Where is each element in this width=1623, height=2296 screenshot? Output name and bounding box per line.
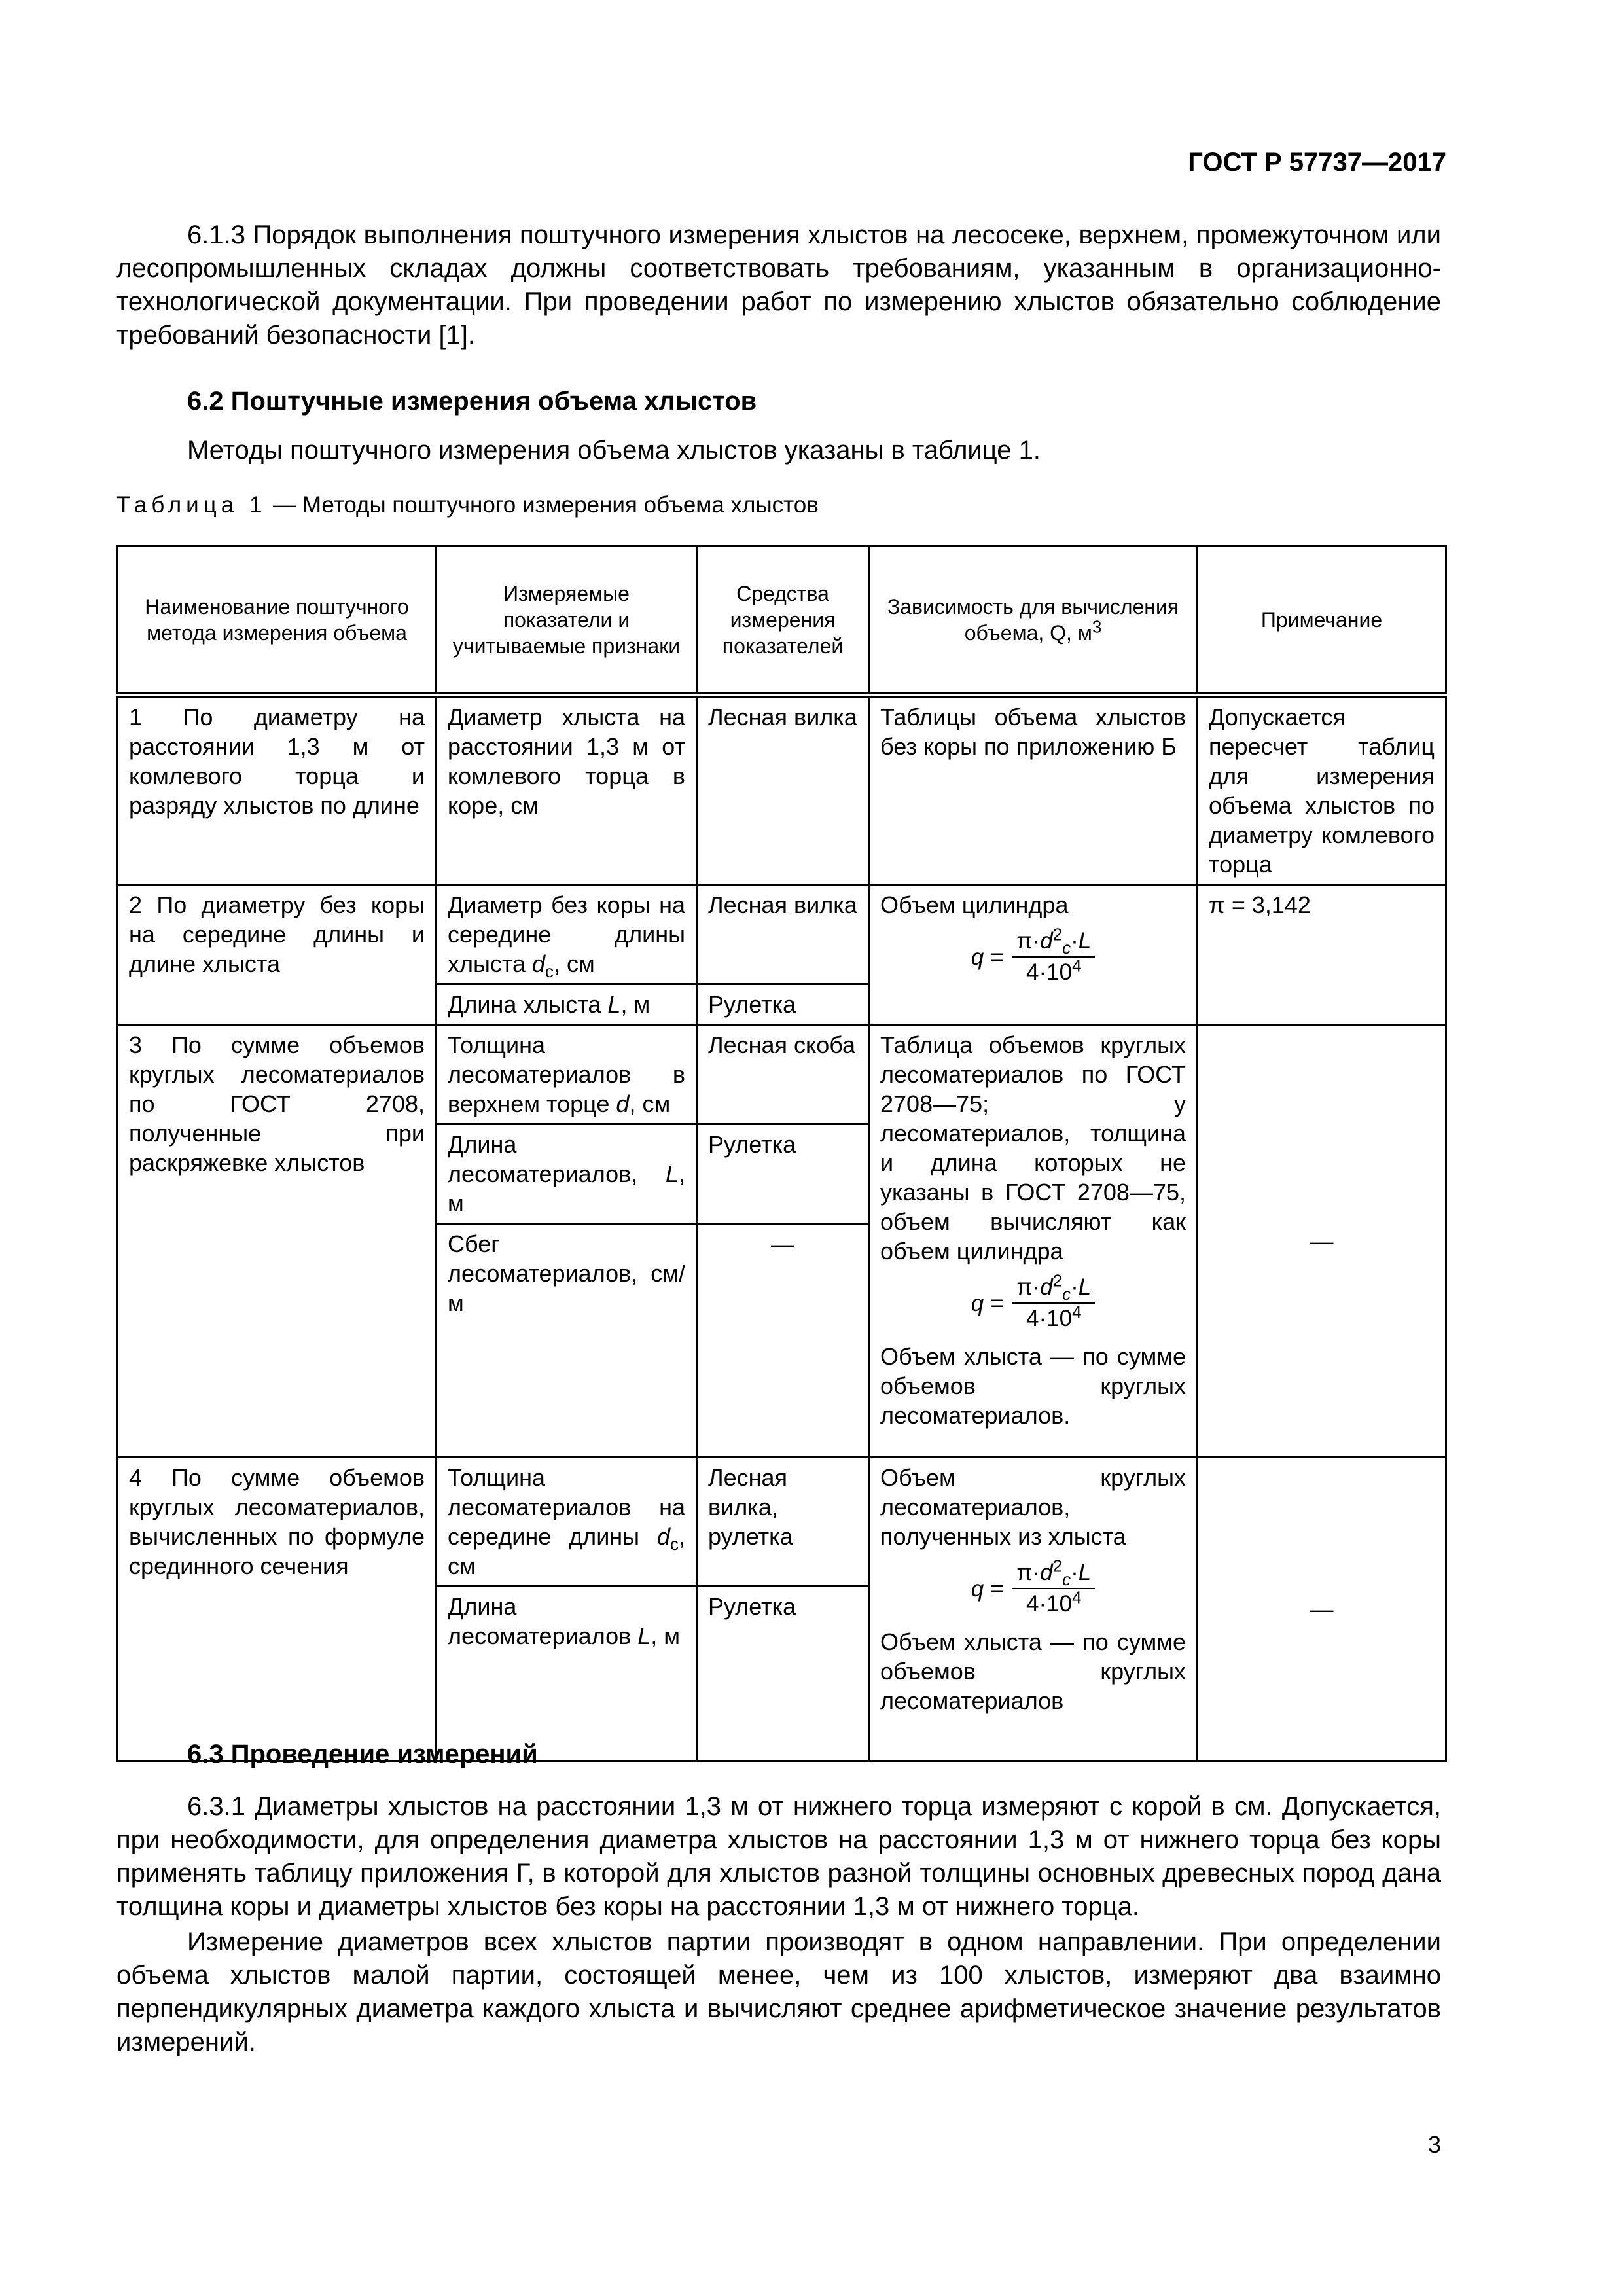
row4-note: — xyxy=(1198,1458,1446,1761)
row2-note: π = 3,142 xyxy=(1198,885,1446,1025)
row3-tool-b: Рулетка xyxy=(697,1124,869,1224)
row2-measured-a: Диаметр без коры на середине длины хлыста $d_c$, см xyxy=(437,885,697,984)
caption-label: Таблица 1 xyxy=(116,492,267,518)
volume-formula: q = $\frac{\pi\cdot d^2_c\cdot L}{4\cdot 10^4}$ xyxy=(880,927,1186,986)
paragraph-6-1-3: 6.1.3 Порядок выполнения поштучного измерения хлыстов на лесосеке, верхнем, промежуточном или лесопромышленных складах должны соответствовать требованиям, указанным в организационно-технологической документации. При проведении работ по измерению хлыстов обязательно соблюдение требований безопасности [1]. xyxy=(116,221,1441,350)
row1-measured: Диаметр хлыста на расстоянии 1,3 м от комлевого торца в коре, см xyxy=(437,695,697,885)
row3-method: 3 По сумме объемов круглых лесоматериалов по ГОСТ 2708, полученные при раскряжевке хлыстов xyxy=(118,1025,437,1458)
row3-tool-a: Лесная скоба xyxy=(697,1025,869,1124)
table-row xyxy=(118,695,1446,885)
page-number: 3 xyxy=(1427,2131,1441,2158)
row1-tool: Лесная вилка xyxy=(697,695,869,885)
methods-table xyxy=(116,545,1447,1762)
row4-tool-a: Лесная вилка, рулетка xyxy=(697,1458,869,1587)
row2-dependency: Объем цилиндра q = $\frac{\pi\cdot d^2_c\cdot L}{4\cdot 10^4}$ xyxy=(869,885,1198,1025)
row4-dependency: Объем круглых лесоматериалов, полученных из хлыста q = $\frac{\pi\cdot d^2_c\cdot L}{4\cdot 10^4}$ Объем хлыста — по сумме объемов круглых лесоматериалов xyxy=(869,1458,1198,1761)
table-caption xyxy=(116,492,819,518)
header-method: Наименование поштучного метода измерения объема xyxy=(118,547,437,695)
row3-measured-b: Длина лесоматериалов, L, м xyxy=(437,1124,697,1224)
paragraph-6-3-1: 6.3.1 Диаметры хлыстов на расстоянии 1,3 м от нижнего торца измеряют с корой в см. Допускается, при необходимости, для определения диаметра хлыстов на расстоянии 1,3 м от нижнего торца без коры применять таблицу приложения Г, в которой для хлыстов разной толщины основных древесных пород дана толщина коры и диаметры хлыстов без коры на расстоянии 1,3 м от нижнего торца. xyxy=(116,1792,1441,1921)
table-intro: Методы поштучного измерения объема хлыстов указаны в таблице 1. xyxy=(187,436,1041,465)
volume-formula: q = $\frac{\pi\cdot d^2_c\cdot L}{4\cdot 10^4}$ xyxy=(880,1559,1186,1618)
row3-note: — xyxy=(1198,1025,1446,1458)
row4-method: 4 По сумме объемов круглых лесоматериалов, вычисленных по формуле срединного сечения xyxy=(118,1458,437,1761)
paragraph-measurement-direction: Измерение диаметров всех хлыстов партии производят в одном направлении. При определении объема хлыстов малой партии, состоящей менее, чем из 100 хлыстов, измеряют два взаимно перпендикулярных диаметра каждого хлыста и вычисляют среднее арифметическое значение результатов измерений. xyxy=(116,1928,1441,2056)
row3-measured-c: Сбег лесоматериалов, см/м xyxy=(437,1224,697,1458)
header-dependency: Зависимость для вычисления объема, Q, $м^3$ xyxy=(869,547,1198,695)
table-row xyxy=(118,1458,1446,1587)
cubic-exponent: 3 xyxy=(1092,616,1102,636)
heading-6-3: 6.3 Проведение измерений xyxy=(187,1740,538,1768)
row2-method: 2 По диаметру без коры на середине длины и длине хлыста xyxy=(118,885,437,1025)
table-row xyxy=(118,885,1446,984)
header-note: Примечание xyxy=(1198,547,1446,695)
row2-measured-b: Длина хлыста L, м xyxy=(437,984,697,1025)
header-tools: Средства измерения показателей xyxy=(697,547,869,695)
header-measured: Измеряемые показатели и учитываемые признаки xyxy=(437,547,697,695)
heading-6-2: 6.2 Поштучные измерения объема хлыстов xyxy=(187,387,757,416)
row1-dependency: Таблицы объема хлыстов без коры по приложению Б xyxy=(869,695,1198,885)
row4-measured-b: Длина лесоматериалов L, м xyxy=(437,1587,697,1761)
row2-tool-b: Рулетка xyxy=(697,984,869,1025)
volume-formula: q = $\frac{\pi\cdot d^2_c\cdot L}{4\cdot 10^4}$ xyxy=(880,1274,1186,1333)
table-row xyxy=(118,1025,1446,1124)
row1-note: Допускается пересчет таблиц для измерения объема хлыстов по диаметру комлевого торца xyxy=(1198,695,1446,885)
row4-tool-b: Рулетка xyxy=(697,1587,869,1761)
row3-dependency: Таблица объемов круглых лесоматериалов по ГОСТ 2708—75; у лесоматериалов, толщина и длина которых не указаны в ГОСТ 2708—75, объем вычисляют как объем цилиндра q = $\frac{\pi\cdot d^2_c\cdot L}{4\cdot 10^4}$ Объем хлыста — по сумме объемов круглых лесоматериалов. xyxy=(869,1025,1198,1458)
caption-text: — Методы поштучного измерения объема хлыстов xyxy=(266,492,819,518)
row3-measured-a: Толщина лесоматериалов в верхнем торце d, см xyxy=(437,1025,697,1124)
table-header-row xyxy=(118,547,1446,695)
row3-tool-c: — xyxy=(697,1224,869,1458)
standard-code: ГОСТ Р 57737—2017 xyxy=(1188,148,1446,177)
row2-tool-a: Лесная вилка xyxy=(697,885,869,984)
row4-measured-a: Толщина лесоматериалов на середине длины $d_c$, см xyxy=(437,1458,697,1587)
row1-method: 1 По диаметру на расстоянии 1,3 м от комлевого торца и разряду хлыстов по длине xyxy=(118,695,437,885)
